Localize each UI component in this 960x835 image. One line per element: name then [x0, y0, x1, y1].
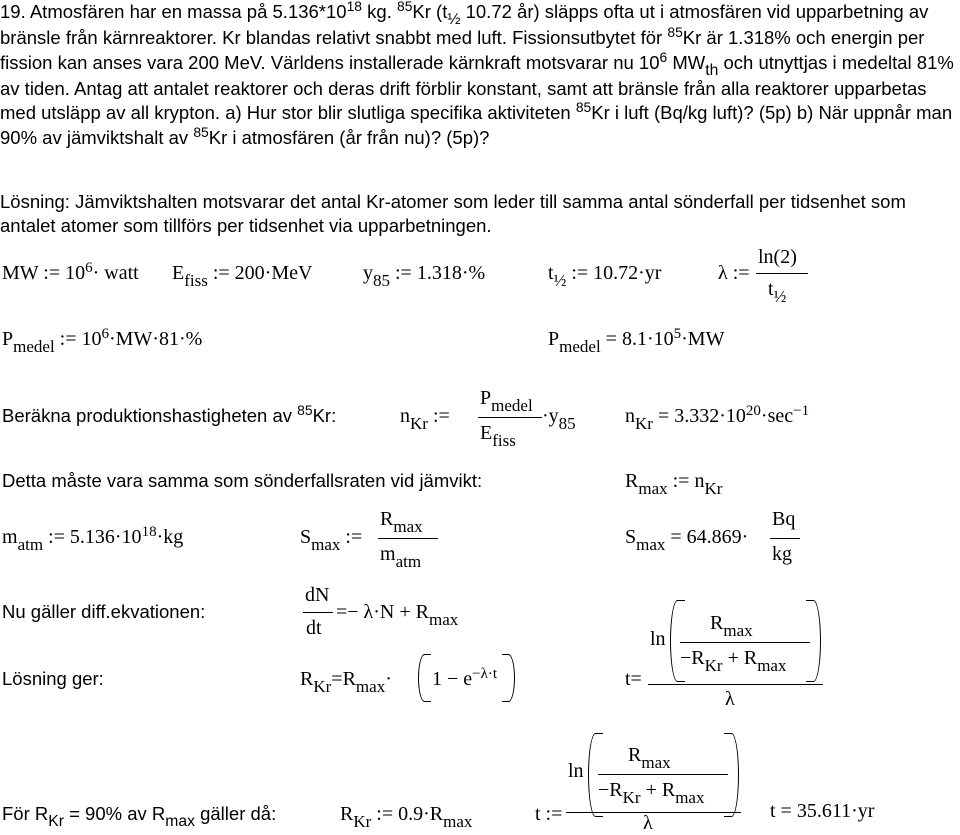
t-numerator-ln: ln: [650, 628, 666, 650]
diffeq-rhs: =− $\lambda\cdot N + R_{max}$: [336, 601, 459, 629]
lambda-numerator: ln(2): [758, 246, 797, 268]
t2-inner-numerator: $R_{max}$: [628, 744, 671, 772]
nkr-result: $n_{Kr} = 3.332\cdot 10^{20}\cdot\sec^{-1}$: [625, 402, 810, 433]
for-rkr-label: För $R_{Kr} = 90\%$ av $R_{max}$ gäller då:: [2, 803, 277, 831]
pmedel-definition: $P_{medel}$ := $10^6\cdot MW\cdot 81\cdot\%$: [2, 325, 203, 356]
t-inner-numerator: $R_{max}$: [710, 612, 753, 640]
matm-definition: $m_{atm}$ := $5.136\cdot 10^{18}\cdot kg$: [2, 523, 184, 554]
equilibrium-label: Detta måste vara samma som sönderfallsraten vid jämvikt:: [2, 470, 483, 491]
thalf-definition: $t_{\frac{1}{2}}$ := 10.72·yr: [548, 262, 662, 290]
diffeq-label: Nu gäller diff.ekvationen:: [2, 601, 206, 622]
nkr-denominator: $E_{fiss}$: [480, 422, 516, 450]
dn-numerator: dN: [305, 584, 330, 606]
smax-unit-denominator: kg: [772, 543, 792, 565]
smax-unit-bar: [770, 538, 800, 539]
t2-numerator-ln: ln: [568, 760, 584, 782]
smax-result: $S_{max} = 64.869\cdot$: [625, 526, 749, 554]
efiss-definition: $E_{fiss}$ := 200·MeV: [172, 262, 313, 290]
t2-ln-right-paren: [724, 733, 739, 817]
smax-fraction-bar: [378, 538, 438, 539]
dndt-fraction-bar: [303, 612, 333, 613]
rmax-definition: $R_{max}$ := $n_{Kr}$: [625, 470, 723, 498]
nkr-y85: $\cdot y_{85}$: [542, 405, 576, 433]
t-main-fraction-bar: [648, 684, 823, 685]
nkr-numerator: $P_{medel}$: [480, 387, 533, 415]
t2-ln-left-paren: [588, 733, 603, 817]
t-ln-right-paren: [806, 600, 821, 682]
t-inner-fraction-bar: [680, 642, 810, 643]
lambda-fraction-bar: [756, 273, 808, 274]
t-result: t = 35.611·yr: [770, 800, 875, 822]
solution-text: Lösning: Jämviktshalten motsvarar det antal Kr-atomer som leder till samma antal sönderfall per tidsenhet som antalet atomer som tillförs per tidsenhet via upparbetningen.: [0, 191, 906, 236]
solution-gives-label: Lösning ger:: [2, 668, 104, 689]
t-definition: t :=: [535, 803, 563, 825]
t2-denominator-lambda: λ: [643, 812, 653, 834]
smax-numerator: $R_{max}$: [380, 508, 423, 536]
exp-term: $1 - e^{-\lambda\cdot t}$: [432, 665, 498, 690]
t2-main-fraction-bar: [566, 812, 741, 813]
t-equals: t=: [625, 668, 642, 690]
lambda-lhs: λ :=: [718, 262, 750, 284]
pmedel-result: $P_{medel} = 8.1\cdot 10^5\cdot MW$: [548, 325, 725, 356]
left-paren: [418, 654, 431, 702]
production-label: Beräkna produktionshastigheten av $^{85}$Kr:: [2, 402, 337, 426]
t-denominator-lambda: λ: [725, 688, 735, 710]
right-paren: [502, 654, 515, 702]
smax-unit-numerator: Bq: [772, 508, 796, 530]
dt-denominator: dt: [306, 617, 322, 639]
smax-denominator: $m_{atm}$: [380, 543, 422, 571]
nkr-fraction-bar: [478, 417, 542, 418]
rkr-90-definition: $R_{Kr}$ := $0.9\cdot R_{max}$: [340, 803, 473, 831]
mw-definition: MW := $10^6\cdot$ watt: [2, 259, 139, 284]
nkr-lhs: $n_{Kr}$ :=: [400, 405, 450, 433]
problem-text: 19. Atmosfären har en massa på $5.136*10^{18}$ kg. $^{85}$Kr ($t_{\frac{1}{2}}$ 10.72 år) släpps ofta ut i atmosfären vid upparbetning av bränsle från kärnreaktorer. Kr blandas relativt snabbt med luft. Fissionsutbytet för $^{85}$Kr är 1.318% och energin per fission kan anses vara 200 MeV. Världens installerade kärnkraft motsvarar nu $10^6$ $MW_{th}$ och utnyttjas i medeltal 81% av tiden. Antag att antalet reaktorer och deras drift förblir konstant, samt att bränsle från alla reaktorer upparbetas med utsläpp av all krypton. a) Hur stor blir slutliga specifika aktiviteten $^{85}$Kr i luft (Bq/kg luft)? (5p) b) När uppnår man 90% av jämviktshalt av $^{85}$Kr i atmosfären (år från nu)? (5p)?: [0, 0, 954, 148]
lambda-denominator: $t_{\frac{1}{2}}$: [768, 278, 787, 306]
t-inner-denominator: $-R_{Kr} + R_{max}$: [680, 647, 787, 675]
rkr-solution: $R_{Kr}=R_{max}\cdot$: [300, 668, 392, 696]
t2-inner-fraction-bar: [598, 774, 728, 775]
smax-lhs: $S_{max}$ :=: [300, 526, 363, 554]
y85-definition: $y_{85}$ := 1.318·%: [363, 262, 486, 290]
t2-inner-denominator: $-R_{Kr} + R_{max}$: [598, 779, 705, 807]
